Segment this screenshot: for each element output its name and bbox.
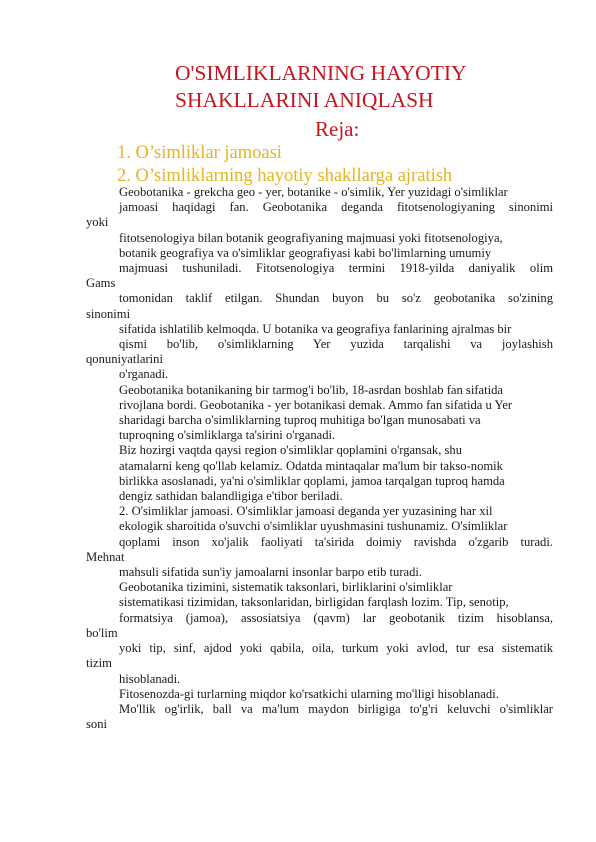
text-line: bo'lim [86, 625, 118, 640]
text-line: sifatida ishlatilib kelmoqda. U botanika va geografiya fanlarining ajralmas bir [119, 321, 512, 336]
text-line: 2. O'simliklar jamoasi. O'simliklar jamoasi deganda yer yuzasining har xil [119, 504, 493, 519]
text-line: dengiz sathidan balandligiga e'tibor beriladi. [119, 489, 343, 504]
text-line: tomonidan taklif etilgan. Shundan buyon bu so'z geobotanika so'zining [119, 291, 553, 306]
text-line: yoki tip, sinf, ajdod yoki qabila, oila, turkum yoki avlod, tur esa sistematik [119, 641, 553, 656]
text-line: botanik geografiya va o'simliklar geografiyasi kabi bo'limlarning umumiy [119, 245, 492, 260]
text-line: majmuasi tushuniladi. Fitotsenologiya termini 1918-yilda daniyalik olim [119, 261, 553, 276]
body-text [86, 185, 553, 732]
text-line: jamoasi haqidagi fan. Geobotanika deganda fitotsenologiyaning sinonimi [119, 200, 553, 215]
text-line: sinonimi [86, 306, 131, 321]
text-line: Geobotanika - grekcha geo - yer, botanike - o'simlik, Yer yuzidagi o'simliklar [119, 185, 508, 199]
text-line: yoki [86, 215, 109, 230]
text-line: Geobotanika botanikaning bir tarmog'i bo'lib, 18-asrdan boshlab fan sifatida [119, 382, 504, 397]
text-line: sharidagi barcha o'simliklarning tuproq muhitiga bo'lgan munosabati va [119, 413, 481, 428]
text-line: Mo'llik og'irlik, ball va ma'lum maydon birligiga to'g'ri keluvchi o'simliklar [119, 701, 553, 716]
text-line: mahsuli sifatida sun'iy jamoalarni insonlar barpo etib turadi. [119, 565, 423, 580]
plan-item: 1. O’simliklar jamoasi [117, 143, 282, 163]
title-line-1: O'SIMLIKLARNING HAYOTIY [175, 61, 467, 85]
plan-list [117, 142, 452, 188]
text-line: qoplami inson xo'jalik faoliyati ta'sirida doimiy ravishda o'zgarib turadi. [119, 534, 553, 549]
text-line: formatsiya (jamoa), assosiatsiya (qavm) lar geobotanik tizim hisoblansa, [119, 610, 553, 625]
plan-item: 2. O’simliklarning hayotiy shakllarga ajratish [117, 166, 453, 186]
text-line: rivojlana bordi. Geobotanika - yer botanikasi demak. Ammo fan sifatida u Yer [119, 397, 513, 412]
text-line: Fitosenozda-gi turlarning miqdor ko'rsatkichi ularning mo'lligi hisoblanadi. [119, 686, 499, 701]
text-line: fitotsenologiya bilan botanik geografiyaning majmuasi yoki fitotsenologiya, [119, 230, 503, 245]
title-line-2: SHAKLLARINI ANIQLASH [175, 88, 434, 112]
text-line: hisoblanadi. [119, 671, 181, 686]
text-line: tuproqning o'simliklarga ta'sirini o'rganadi. [119, 428, 336, 443]
text-line: o'rganadi. [119, 367, 169, 382]
text-line: atamalarni keng qo'llab kelamiz. Odatda mintaqalar ma'lum bir takso-nomik [119, 458, 503, 473]
text-line: sistematikasi tizimidan, taksonlaridan, birligidan farqlash lozim. Tip, senotip, [119, 595, 509, 610]
text-line: qismi bo'lib, o'simliklarning Yer yuzida tarqalishi va joylashish [119, 337, 553, 352]
document-title [175, 60, 467, 114]
text-line: birlikka asoslanadi, ya'ni o'simliklar qoplami, jamoa tarqalgan tuproq hamda [119, 473, 505, 488]
text-line: qonuniyatlarini [86, 352, 163, 367]
text-line: soni [86, 717, 107, 732]
text-line: Gams [86, 276, 116, 291]
text-line: ekologik sharoitida o'suvchi o'simliklar uyushmasini tushunamiz. O'simliklar [119, 519, 508, 534]
text-line: tizim [86, 656, 112, 671]
plan-heading: Reja: [315, 117, 360, 141]
text-line: Geobotanika tizimini, sistematik taksonlari, birliklarini o'simliklar [119, 580, 453, 595]
text-line: Biz hozirgi vaqtda qaysi region o'simliklar qoplamini o'rgansak, shu [119, 443, 463, 458]
text-line: Mehnat [86, 549, 125, 564]
